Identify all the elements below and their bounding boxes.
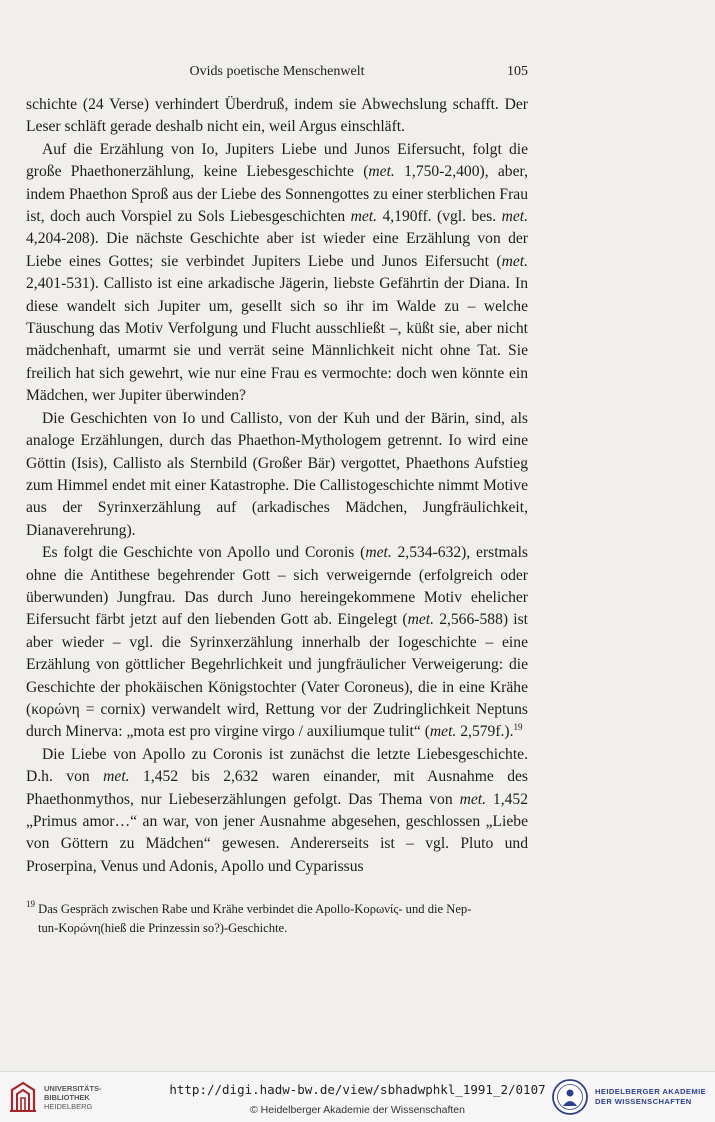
paragraph-3: Die Geschichten von Io und Callisto, von der Kuh und der Bärin, sind, als analoge Erzählungen, durch das Phaethon-Mythologem getrennt. Io wird eine Göttin (Isis), Callisto als Sternbild (Großer Bär) vergottet, Phaethons Aufstieg zum Himmel endet mit einer Katastrophe. Die Callistogeschichte nimmt Motive aus der Syrinxerzählung auf (arkadisches Mädchen, Jungfräulichkeit, Dianaverehrung). <box>26 409 528 539</box>
running-title: Ovids poetische Menschenwelt <box>189 64 365 79</box>
footnote-line-2: tun-Κορώνη(hieß die Prinzessin so?)-Geschichte. <box>38 920 288 935</box>
footnote-number: 19 <box>26 899 35 909</box>
academy-name[interactable]: HEIDELBERGER AKADEMIE DER WISSENSCHAFTEN <box>595 1087 707 1106</box>
paragraph-1: schichte (24 Verse) verhindert Überdruß, indem sie Abwechslung schafft. Der Leser schläft gerade deshalb nicht ein, weil Argus einschläft. <box>26 96 528 136</box>
permalink-url[interactable]: http://digi.hadw-bw.de/view/sbhadwphkl_1991_2/0107 <box>169 1082 546 1097</box>
academy-seal-icon[interactable] <box>551 1078 589 1116</box>
page-number: 105 <box>507 64 528 79</box>
paragraph-5: Die Liebe von Apollo zu Coronis ist zunächst die letzte Liebesgeschichte. D.h. von met. 1,452 bis 2,632 waren einander, mit Ausnahme des Phaethonmythos, nur Liebeserzählungen gefolgt. Das Thema von met. 1,452 „Primus amor…“ an war, von jener Ausnahme abgesehen, geschlossen „Liebe von Göttern zu Mädchen“ gewesen. Andererseits ist – vgl. Pluto und Proserpina, Venus und Adonis, Apollo und Cyparissus <box>26 745 528 875</box>
page-header <box>26 64 528 82</box>
footnote <box>26 900 528 937</box>
paragraph-4: Es folgt die Geschichte von Apollo und Coronis (met. 2,534-632), erstmals ohne die Antithese begehrender Gott – sich verweigernde (erfolgreich oder überwunden) Jungfrau. Das durch Juno hereingekommene Motiv ehelicher Eifersucht färbt jetzt auf den liebenden Gott ab. Eingelegt (met. 2,566-588) ist aber wieder – vgl. die Syrinxerzählung innerhalb der Iogeschichte – eine Erzählung von göttlicher Begehrlichkeit und jungfräulicher Verweigerung: die Geschichte der phokäischen Königstochter (Vater Coroneus), die in eine Krähe (κορώνη = cornix) verwandelt wird, Rettung vor der Zudringlichkeit Neptuns durch Minerva: „mota est pro virgine virgo / auxiliumque tulit“ (met. 2,579f.).$^{19}$ <box>26 544 528 741</box>
footnote-ref[interactable]: 19 <box>513 722 523 733</box>
copyright-notice: © Heidelberger Akademie der Wissenschaften <box>250 1104 465 1116</box>
paragraph-2: Auf die Erzählung von Io, Jupiters Liebe und Junos Eifersucht, folgt die große Phaethonerzählung, keine Liebesgeschichte (met. 1,750-2,400), aber, indem Phaethon Sproß aus der Liebe des Sonnengottes zu einer sterblichen Frau ist, doch auch Vorspiel zu Sols Liebesgeschichten met. 4,190ff. (vgl. bes. met. 4,204-208). Die nächste Geschichte aber ist wieder eine Erzählung von der Liebe eines Gottes; sie verbindet Jupiters Liebe und Junos Eifersucht (met. 2,401-531). Callisto ist eine arkadische Jägerin, liebste Gefährtin der Diana. In diese wandelt sich Jupiter um, gesellt sich so ihr im Walde zu – welche Täuschung das Motiv Verfolgung und Flucht ausschließt –, küßt sie, aber nicht mädchenhaft, umarmt sie und verrät seine Männlichkeit nicht ohne Tat. Sie freilich hat sich gewehrt, wie nur eine Frau es vermochte: doch wen könnte ein Mädchen, wer Jupiter überwinden? <box>26 140 528 405</box>
viewer-footer <box>0 1071 715 1122</box>
footnote-line-1: Das Gespräch zwischen Rabe und Krähe verbindet die Apollo-Κορωνίς- und die Nep- <box>38 902 472 916</box>
university-library-name[interactable]: UNIVERSITÄTS- BIBLIOTHEK HEIDELBERG <box>44 1084 102 1111</box>
body-text <box>26 94 528 878</box>
